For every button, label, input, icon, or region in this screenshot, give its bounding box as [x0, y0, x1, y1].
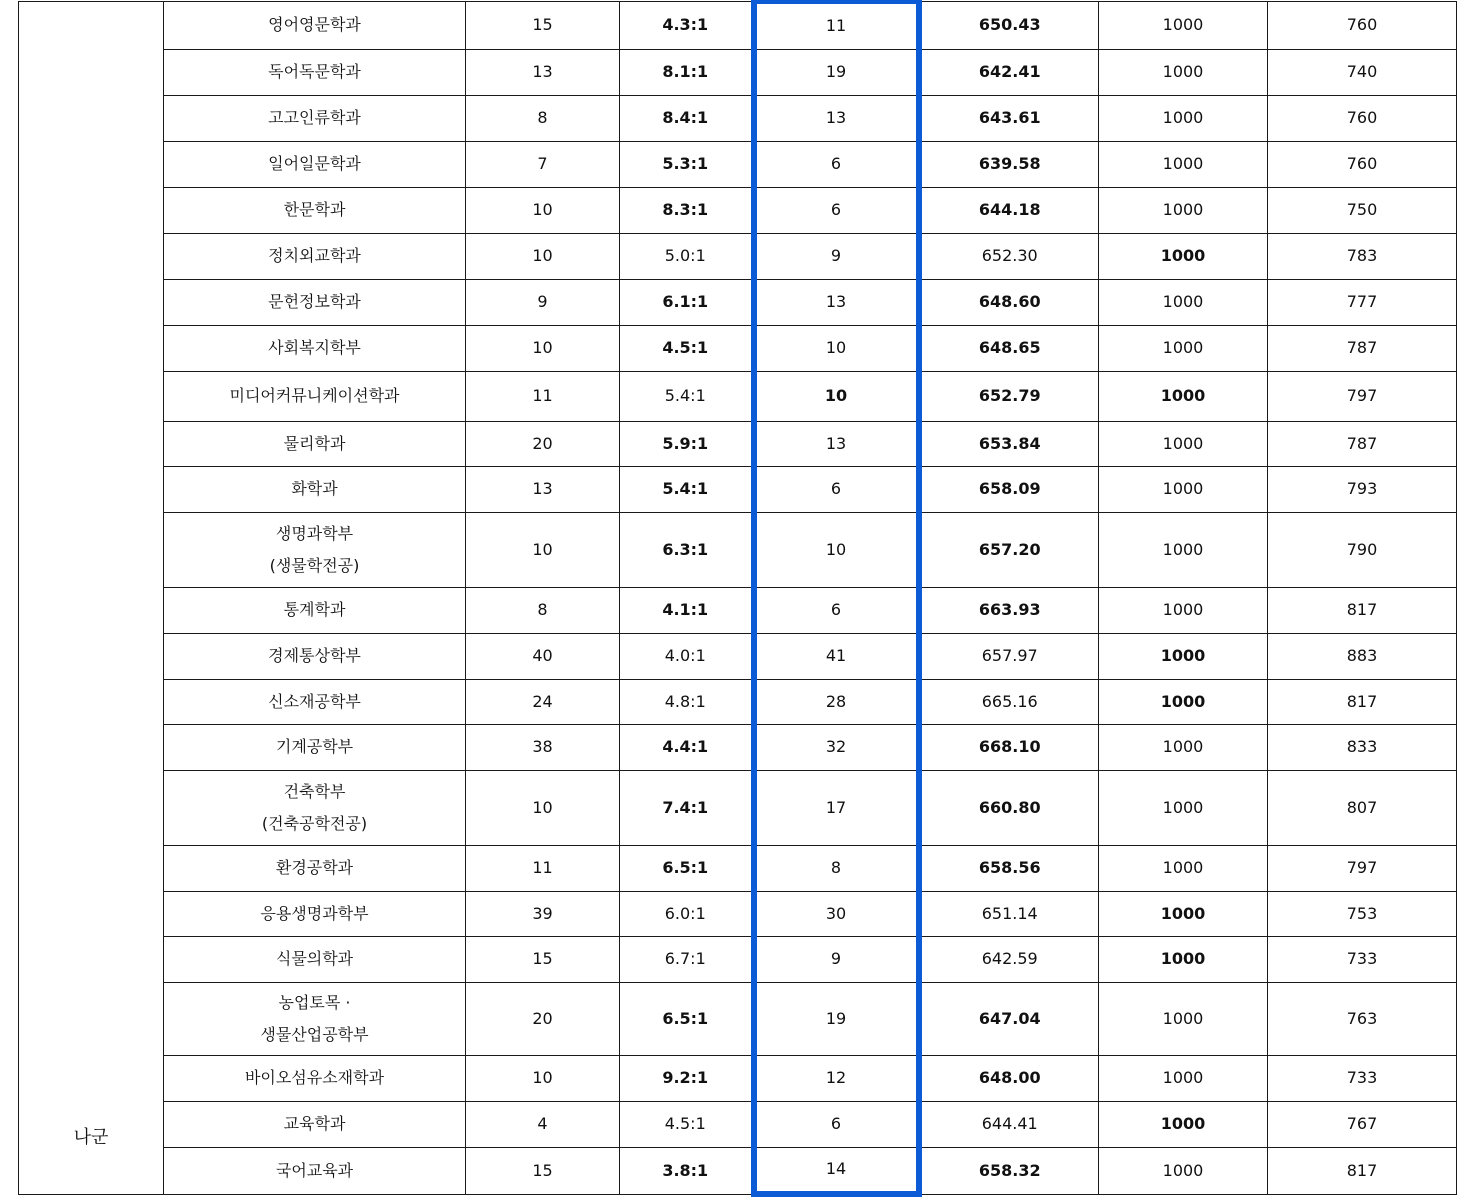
department-cell — [164, 679, 466, 724]
score-cell: 651.14 — [919, 891, 1099, 936]
score-cell: 642.41 — [919, 49, 1099, 95]
table-row — [19, 1055, 1457, 1101]
last-cell: 760 — [1268, 1, 1457, 49]
score-cell: 665.16 — [919, 679, 1099, 724]
ratio-cell: 9.2:1 — [620, 1055, 754, 1101]
table-body — [19, 1, 1457, 1194]
quota-cell: 20 — [466, 421, 620, 466]
last-cell: 787 — [1268, 421, 1457, 466]
quota-cell: 10 — [466, 233, 620, 279]
department-cell — [164, 325, 466, 371]
count-cell: 13 — [754, 279, 919, 325]
table-row — [19, 141, 1457, 187]
max-cell: 1000 — [1099, 512, 1268, 587]
department-cell — [164, 371, 466, 421]
department-cell — [164, 233, 466, 279]
score-cell: 648.60 — [919, 279, 1099, 325]
department-name: 미디어커뮤니케이션학과 — [229, 386, 400, 405]
last-cell: 790 — [1268, 512, 1457, 587]
count-cell: 13 — [754, 95, 919, 141]
quota-cell: 8 — [466, 95, 620, 141]
quota-cell: 39 — [466, 891, 620, 936]
quota-cell: 10 — [466, 1055, 620, 1101]
last-cell: 797 — [1268, 845, 1457, 891]
department-name: 문헌정보학과 — [268, 292, 361, 311]
count-cell: 13 — [754, 421, 919, 466]
count-cell: 6 — [754, 141, 919, 187]
ratio-cell: 6.5:1 — [620, 845, 754, 891]
admissions-table — [18, 0, 1457, 1197]
department-cell — [164, 587, 466, 633]
department-cell — [164, 1101, 466, 1147]
last-cell: 807 — [1268, 770, 1457, 845]
max-cell: 1000 — [1099, 1101, 1268, 1147]
table-row — [19, 936, 1457, 982]
max-cell: 1000 — [1099, 141, 1268, 187]
score-cell: 650.43 — [919, 1, 1099, 49]
department-cell — [164, 724, 466, 770]
ratio-cell: 5.4:1 — [620, 371, 754, 421]
department-cell — [164, 141, 466, 187]
ratio-cell: 8.1:1 — [620, 49, 754, 95]
score-cell: 648.00 — [919, 1055, 1099, 1101]
department-name: 통계학과 — [283, 600, 346, 619]
last-cell: 833 — [1268, 724, 1457, 770]
table-row — [19, 421, 1457, 466]
ratio-cell: 5.0:1 — [620, 233, 754, 279]
ratio-cell: 6.1:1 — [620, 279, 754, 325]
last-cell: 760 — [1268, 141, 1457, 187]
max-cell: 1000 — [1099, 1055, 1268, 1101]
quota-cell: 15 — [466, 936, 620, 982]
table-row — [19, 187, 1457, 233]
department-cell — [164, 770, 466, 845]
count-cell: 19 — [754, 49, 919, 95]
score-cell: 652.30 — [919, 233, 1099, 279]
department-name: 정치외교학과 — [268, 246, 361, 265]
ratio-cell: 3.8:1 — [620, 1147, 754, 1194]
last-cell: 783 — [1268, 233, 1457, 279]
department-name: 영어영문학과 — [268, 15, 361, 34]
score-cell: 647.04 — [919, 982, 1099, 1055]
score-cell: 658.32 — [919, 1147, 1099, 1194]
max-cell: 1000 — [1099, 421, 1268, 466]
score-cell: 660.80 — [919, 770, 1099, 845]
count-cell: 28 — [754, 679, 919, 724]
max-cell: 1000 — [1099, 49, 1268, 95]
count-cell: 10 — [754, 325, 919, 371]
department-name: 경제통상학부 — [268, 646, 361, 665]
quota-cell: 10 — [466, 187, 620, 233]
department-name: 생명과학부 — [275, 523, 354, 543]
table-row — [19, 371, 1457, 421]
department-cell — [164, 891, 466, 936]
department-name: 국어교육과 — [275, 1160, 354, 1180]
table-row — [19, 1147, 1457, 1194]
count-cell: 30 — [754, 891, 919, 936]
ratio-cell: 4.3:1 — [620, 1, 754, 49]
max-cell: 1000 — [1099, 1147, 1268, 1194]
table-row — [19, 724, 1457, 770]
count-cell: 12 — [754, 1055, 919, 1101]
quota-cell: 8 — [466, 587, 620, 633]
department-name: 기계공학부 — [275, 737, 354, 756]
table-row — [19, 633, 1457, 679]
table-row — [19, 49, 1457, 95]
department-cell — [164, 49, 466, 95]
quota-cell: 9 — [466, 279, 620, 325]
max-cell: 1000 — [1099, 466, 1268, 512]
ratio-cell: 4.1:1 — [620, 587, 754, 633]
count-cell: 6 — [754, 587, 919, 633]
table-row — [19, 679, 1457, 724]
department-name-line2: (건축공학전공) — [261, 813, 368, 833]
quota-cell: 10 — [466, 512, 620, 587]
max-cell: 1000 — [1099, 936, 1268, 982]
score-cell: 642.59 — [919, 936, 1099, 982]
last-cell: 733 — [1268, 1055, 1457, 1101]
department-cell — [164, 1, 466, 49]
department-name-line2: (생물학전공) — [269, 555, 360, 575]
table-row — [19, 587, 1457, 633]
department-cell — [164, 845, 466, 891]
score-cell: 644.18 — [919, 187, 1099, 233]
table-row — [19, 466, 1457, 512]
department-name: 사회복지학부 — [268, 338, 361, 357]
count-cell: 14 — [754, 1147, 919, 1194]
department-cell — [164, 1147, 466, 1194]
count-cell: 10 — [754, 512, 919, 587]
ratio-cell: 6.5:1 — [620, 982, 754, 1055]
department-name: 바이오섬유소재학과 — [244, 1068, 385, 1087]
max-cell: 1000 — [1099, 724, 1268, 770]
table-row — [19, 279, 1457, 325]
last-cell: 817 — [1268, 1147, 1457, 1194]
ratio-cell: 7.4:1 — [620, 770, 754, 845]
department-name: 한문학과 — [283, 200, 346, 219]
last-cell: 797 — [1268, 371, 1457, 421]
department-name: 화학과 — [291, 479, 338, 498]
ratio-cell: 8.3:1 — [620, 187, 754, 233]
max-cell: 1000 — [1099, 1, 1268, 49]
score-cell: 643.61 — [919, 95, 1099, 141]
last-cell: 763 — [1268, 982, 1457, 1055]
department-cell — [164, 466, 466, 512]
score-cell: 653.84 — [919, 421, 1099, 466]
max-cell: 1000 — [1099, 679, 1268, 724]
department-cell — [164, 279, 466, 325]
last-cell: 883 — [1268, 633, 1457, 679]
count-cell: 6 — [754, 187, 919, 233]
ratio-cell: 5.3:1 — [620, 141, 754, 187]
quota-cell: 13 — [466, 466, 620, 512]
score-cell: 658.09 — [919, 466, 1099, 512]
quota-cell: 15 — [466, 1147, 620, 1194]
department-cell — [164, 1055, 466, 1101]
table-row — [19, 325, 1457, 371]
quota-cell: 13 — [466, 49, 620, 95]
max-cell: 1000 — [1099, 371, 1268, 421]
department-name: 교육학과 — [283, 1114, 346, 1133]
department-name: 건축학부 — [283, 781, 346, 801]
max-cell: 1000 — [1099, 187, 1268, 233]
score-cell: 648.65 — [919, 325, 1099, 371]
ratio-cell: 4.5:1 — [620, 325, 754, 371]
department-name: 물리학과 — [283, 433, 346, 453]
department-cell — [164, 95, 466, 141]
ratio-cell: 8.4:1 — [620, 95, 754, 141]
last-cell: 760 — [1268, 95, 1457, 141]
max-cell: 1000 — [1099, 587, 1268, 633]
table-row — [19, 512, 1457, 587]
count-cell: 10 — [754, 371, 919, 421]
ratio-cell: 4.8:1 — [620, 679, 754, 724]
last-cell: 740 — [1268, 49, 1457, 95]
department-name: 식물의학과 — [275, 949, 354, 968]
count-cell: 41 — [754, 633, 919, 679]
department-name: 독어독문학과 — [268, 62, 361, 81]
table-row — [19, 982, 1457, 1055]
count-cell: 11 — [754, 1, 919, 49]
department-name: 농업토목 · — [278, 992, 351, 1012]
max-cell: 1000 — [1099, 982, 1268, 1055]
ratio-cell: 5.9:1 — [620, 421, 754, 466]
last-cell: 787 — [1268, 325, 1457, 371]
count-cell: 9 — [754, 233, 919, 279]
quota-cell: 24 — [466, 679, 620, 724]
department-cell — [164, 936, 466, 982]
score-cell: 663.93 — [919, 587, 1099, 633]
max-cell: 1000 — [1099, 891, 1268, 936]
max-cell: 1000 — [1099, 95, 1268, 141]
max-cell: 1000 — [1099, 633, 1268, 679]
quota-cell: 10 — [466, 770, 620, 845]
score-cell: 657.97 — [919, 633, 1099, 679]
table-row — [19, 770, 1457, 845]
department-name: 일어일문학과 — [268, 154, 361, 173]
score-cell: 639.58 — [919, 141, 1099, 187]
last-cell: 733 — [1268, 936, 1457, 982]
ratio-cell: 4.4:1 — [620, 724, 754, 770]
department-name: 고고인류학과 — [268, 108, 361, 127]
last-cell: 753 — [1268, 891, 1457, 936]
last-cell: 817 — [1268, 679, 1457, 724]
table-row — [19, 1, 1457, 49]
quota-cell: 20 — [466, 982, 620, 1055]
quota-cell: 38 — [466, 724, 620, 770]
table-row — [19, 845, 1457, 891]
department-name-line2: 생물산업공학부 — [260, 1024, 369, 1044]
ratio-cell: 4.5:1 — [620, 1101, 754, 1147]
count-cell: 8 — [754, 845, 919, 891]
quota-cell: 4 — [466, 1101, 620, 1147]
group-label: 나군 — [19, 1, 164, 1194]
quota-cell: 7 — [466, 141, 620, 187]
ratio-cell: 6.3:1 — [620, 512, 754, 587]
ratio-cell: 6.0:1 — [620, 891, 754, 936]
department-name: 환경공학과 — [275, 858, 354, 877]
quota-cell: 10 — [466, 325, 620, 371]
score-cell: 658.56 — [919, 845, 1099, 891]
department-cell — [164, 187, 466, 233]
count-cell: 19 — [754, 982, 919, 1055]
ratio-cell: 4.0:1 — [620, 633, 754, 679]
max-cell: 1000 — [1099, 325, 1268, 371]
department-cell — [164, 512, 466, 587]
score-cell: 668.10 — [919, 724, 1099, 770]
department-cell — [164, 633, 466, 679]
max-cell: 1000 — [1099, 233, 1268, 279]
table-row — [19, 233, 1457, 279]
last-cell: 817 — [1268, 587, 1457, 633]
max-cell: 1000 — [1099, 845, 1268, 891]
count-cell: 6 — [754, 1101, 919, 1147]
quota-cell: 40 — [466, 633, 620, 679]
department-name: 응용생명과학부 — [260, 903, 369, 923]
ratio-cell: 6.7:1 — [620, 936, 754, 982]
count-cell: 32 — [754, 724, 919, 770]
table-row — [19, 1101, 1457, 1147]
department-cell — [164, 421, 466, 466]
table-row — [19, 95, 1457, 141]
department-name: 신소재공학부 — [268, 691, 361, 711]
count-cell: 9 — [754, 936, 919, 982]
ratio-cell: 5.4:1 — [620, 466, 754, 512]
table-row — [19, 891, 1457, 936]
last-cell: 767 — [1268, 1101, 1457, 1147]
quota-cell: 11 — [466, 371, 620, 421]
last-cell: 777 — [1268, 279, 1457, 325]
quota-cell: 11 — [466, 845, 620, 891]
score-cell: 644.41 — [919, 1101, 1099, 1147]
max-cell: 1000 — [1099, 279, 1268, 325]
max-cell: 1000 — [1099, 770, 1268, 845]
department-cell — [164, 982, 466, 1055]
last-cell: 750 — [1268, 187, 1457, 233]
count-cell: 17 — [754, 770, 919, 845]
count-cell: 6 — [754, 466, 919, 512]
score-cell: 657.20 — [919, 512, 1099, 587]
last-cell: 793 — [1268, 466, 1457, 512]
quota-cell: 15 — [466, 1, 620, 49]
score-cell: 652.79 — [919, 371, 1099, 421]
